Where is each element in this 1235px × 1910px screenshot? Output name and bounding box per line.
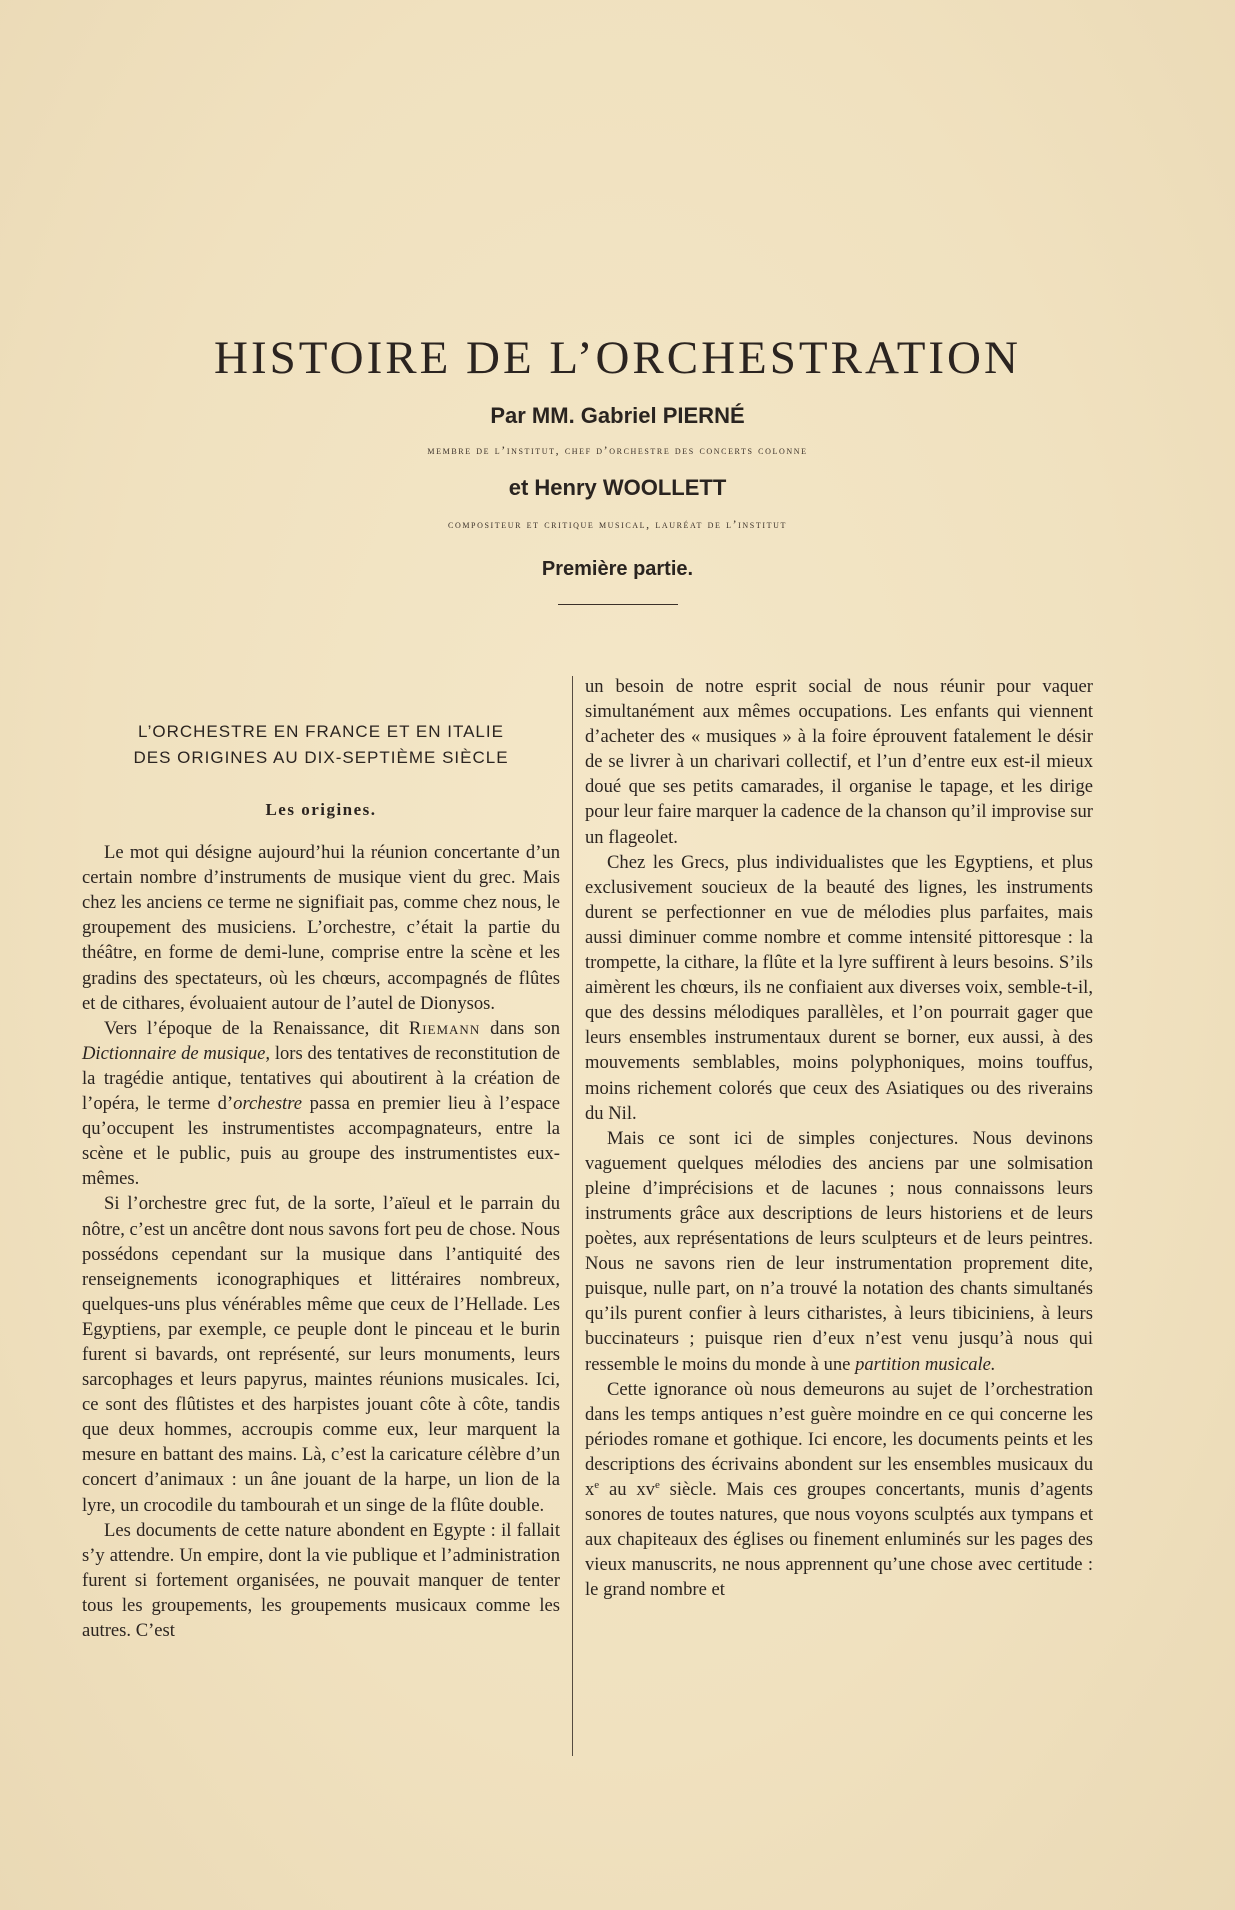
left-column bbox=[82, 719, 560, 1643]
affiliation-woollett: compositeur et critique musical, lauréat de l’institut bbox=[448, 517, 787, 531]
book-title: Dictionnaire de musique, bbox=[82, 1042, 271, 1064]
paragraph: Vers l’époque de la Renaissance, dit Riemann dans son Dictionnaire de musique, lors des tentatives de reconstitution de la tragédie antique, tentatives qui aboutirent à la création de l’opéra, le terme d’orchestre passa en premier lieu à l’espace qu’occupent les instrumentistes accompagnateurs, entre la scène et le public, puis au groupe des instrumentistes eux-mêmes. bbox=[82, 1017, 560, 1190]
article-title: HISTOIRE DE L’ORCHESTRATION bbox=[214, 332, 1021, 384]
italic-term: orchestre bbox=[233, 1093, 303, 1115]
right-column bbox=[585, 674, 1093, 1602]
author-woollett: et Henry WOOLLETT bbox=[508, 475, 727, 500]
author-pierne: Par MM. Gabriel PIERNÉ bbox=[490, 403, 745, 428]
affiliation-pierne: membre de l’institut, chef d’orchestre des concerts colonne bbox=[427, 443, 808, 457]
article-header bbox=[0, 330, 1235, 605]
part-label: Première partie. bbox=[541, 558, 694, 580]
paragraph: Le mot qui désigne aujourd’hui la réunion concertante d’un certain nombre d’instruments de musique vient du grec. Mais chez les anciens ce terme ne signifiait pas, comme chez nous, le groupement des musiciens. L’orchestre, c’était la partie du théâtre, en forme de demi-lune, comprise entre la scène et les gradins des spectateurs, où les chœurs, accompagnés de flûtes et de cithares, évoluaient autour de l’autel de Dionysos. bbox=[82, 842, 560, 1014]
italic-term: partition musicale. bbox=[855, 1353, 996, 1375]
section-heading-line1: L’ORCHESTRE EN FRANCE ET EN ITALIE bbox=[138, 722, 504, 741]
paragraph: Cette ignorance où nous demeurons au sujet de l’orchestration dans les temps antiques n’est guère moindre en ce qui concerne les périodes romane et gothique. Ici encore, les documents peints et les descriptions des écrivains abondent sur les ensembles musicaux du $x^e$ au $xv^e$ siècle. Mais ces groupes concertants, munis d’agents sonores de toutes natures, que nous voyons sculptés aux tympans et aux chapiteaux des églises ou finement enluminés sur les pages des vieux manuscrits, ne nous apprennent qu’une chose avec certitude : le grand nombre et bbox=[585, 1378, 1093, 1601]
paragraph: Chez les Grecs, plus individualistes que les Egyptiens, et plus exclusivement soucieux de la beauté des lignes, les instruments durent se perfectionner en vue de mélodies plus parfaites, mais aussi diminuer comme nombre et comme intensité pittoresque : la trompette, la cithare, la flûte et la lyre suffirent à leurs besoins. S’ils aimèrent les chœurs, ils ne confiaient aux diverses voix, semble-t-il, que des dessins mélodiques parallèles, et l’on pourrait gager que leurs ensembles instrumentaux durent se borner, eux aussi, à des mouvements semblables, moins polyphoniques, moins touffus, moins richement colorés que ceux des Asiatiques ou des riverains du Nil. bbox=[585, 851, 1093, 1124]
subsection-heading: Les origines. bbox=[265, 800, 377, 819]
author-name-riemann: Riemann bbox=[408, 1017, 481, 1039]
section-heading-line2: DES ORIGINES AU DIX-SEPTIÈME SIÈCLE bbox=[133, 748, 509, 767]
header-rule bbox=[558, 604, 678, 605]
paragraph: Les documents de cette nature abondent en Egypte : il fallait s’y attendre. Un empire, dont la vie publique et l’administration furent si fortement organisées, ne pouvait manquer de tenter tous les groupements, les groupements musicaux comme les autres. C’est bbox=[82, 1519, 560, 1641]
paragraph: Si l’orchestre grec fut, de la sorte, l’aïeul et le parrain du nôtre, c’est un ancêtre dont nous savons fort peu de chose. Nous possédons cependant sur la musique dans l’antiquité des renseignements iconographiques et littéraires nombreux, quelques-uns plus vénérables même que ceux de l’Hellade. Les Egyptiens, par exemple, ce peuple dont le pinceau et le burin furent si bavards, ont représenté, sur leurs monuments, leurs sarcophages et leurs papyrus, maintes réunions musicales. Ici, ce sont des flûtistes et des harpistes jouant côte à côte, tandis que deux hommes, accroupis comme eux, leur marquent la mesure en battant des mains. Là, c’est la caricature célèbre d’un concert d’animaux : un âne jouant de la harpe, un lion de la lyre, un crocodile du tambourah et un singe de la flûte double. bbox=[82, 1193, 560, 1516]
column-divider bbox=[572, 676, 573, 1756]
paragraph: Mais ce sont ici de simples conjectures. Nous devinons vaguement quelques mélodies des anciens par une solmisation pleine d’imprécisions et de lacunes ; nous connaissons leurs instruments grâce aux descriptions de leurs historiens et de leurs poètes, aux représentations de leurs sculpteurs et de leurs peintres. Nous ne savons rien de leur instrumentation proprement dite, puisque, nulle part, on n’a trouvé la notation des chants simultanés qu’ils purent confier à leurs citharistes, à leurs tibiciniens, à leurs buccinateurs ; puisque rien d’eux n’est venu jusqu’à nous qui ressemble le moins du monde à une partition musicale. bbox=[585, 1127, 1093, 1375]
paragraph: un besoin de notre esprit social de nous réunir pour vaquer simultanément aux mêmes occupations. Les enfants qui viennent d’acheter des « musiques » à la foire éprouvent fatalement le désir de se livrer à un charivari collectif, et l’un d’entre eux est-il mieux doué que ses petits camarades, il organise le tapage, et les dirige pour leur faire marquer la cadence de la chanson qu’il improvise sur un flageolet. bbox=[585, 676, 1093, 848]
